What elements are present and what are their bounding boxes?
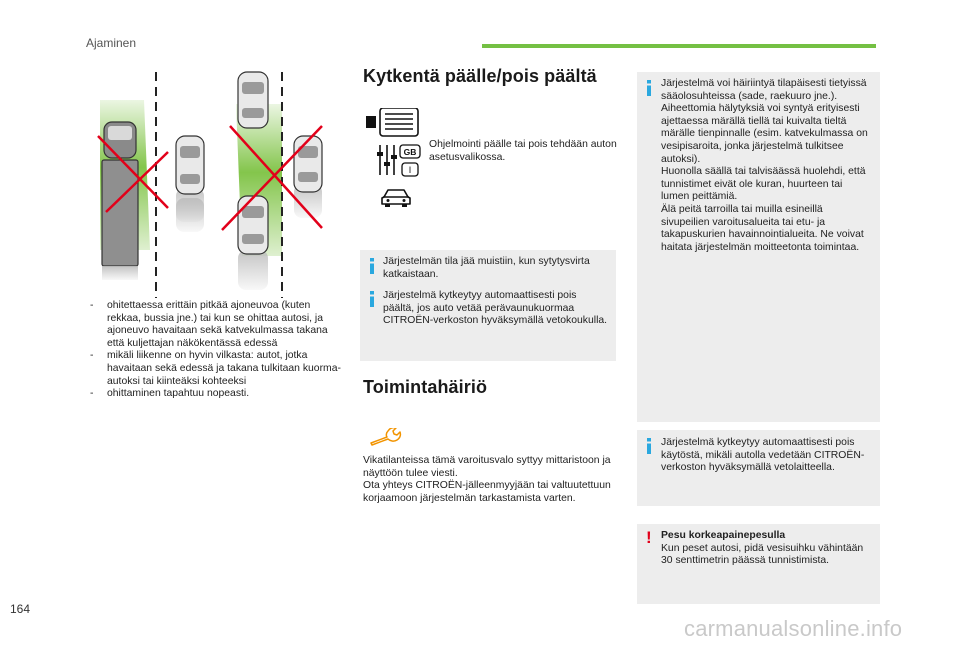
- info-icon: [368, 258, 377, 274]
- section-accent-bar: [482, 44, 876, 48]
- malfunction-line: Ota yhteys CITROËN-jälleenmyyjään tai valtuutettuun korjaamoon järjestelmän tarkastamista varten.: [363, 480, 611, 504]
- list-item: - ohittaminen tapahtuu nopeasti.: [88, 388, 344, 401]
- list-item: - ohitettaessa erittäin pitkää ajoneuvoa (kuten rekkaa, bussia jne.) tai kun se ohittaa autosi, ja ajoneuvo havaitaan sekä katvekulmassa takana että kuljettajan näkökentässä edessä: [88, 300, 344, 350]
- warning-icon: !: [646, 528, 652, 547]
- car-icon: [380, 187, 412, 209]
- weather-note-line: Järjestelmä voi häiriintyä tilapäisesti tietyissä sääolosuhteissa (sade, raekuuro jne.).: [661, 78, 867, 102]
- touchscreen-icon: [366, 108, 420, 138]
- wrench-icon: [370, 428, 406, 448]
- page-number: 164: [10, 602, 31, 616]
- malfunction-text: [363, 455, 613, 505]
- list-item: - mikäli liikenne on hyvin vilkasta: autot, jotka havaitaan sekä edessä ja takana tulkitaan kuorma-autoksi tai kiinteäksi kohteeksi: [88, 350, 344, 388]
- blind-spot-truck-illustration: [96, 70, 332, 300]
- info-icon: [645, 80, 654, 96]
- weather-note: [637, 72, 880, 422]
- svg-text:GB: GB: [403, 147, 417, 157]
- svg-text:I: I: [408, 165, 412, 175]
- warning-text: Kun peset autosi, pidä vesisuihku vähintään 30 senttimetrin päässä tunnistimista.: [661, 542, 864, 567]
- limitations-list: [88, 300, 344, 401]
- setting-instruction: Ohjelmointi päälle tai pois tehdään auton asetusvalikossa.: [429, 139, 617, 163]
- towbar-note-text: Järjestelmä kytkeytyy automaattisesti pois päältä, jos auto vetää perävaunukuormaa CITROËN-verkoston hyväksymällä vetokoukulla.: [383, 290, 608, 327]
- towbar-note: [360, 283, 616, 361]
- info-icon: [368, 291, 377, 307]
- weather-note-line: Huonolla säällä tai talvisäässä huolehdi, että tunnistimet eivät ole kuran, huurteen tai lumen peittämiä.: [661, 166, 866, 203]
- section-title: Ajaminen: [86, 36, 137, 50]
- activation-heading: Kytkentä päälle/pois päältä: [363, 66, 597, 86]
- towbar-deactivation-note: [637, 430, 880, 506]
- malfunction-heading: Toimintahäiriö: [363, 377, 488, 397]
- info-icon: [645, 438, 654, 454]
- weather-note-line: Aiheettomia hälytyksiä voi syntyä erityisesti ajettaessa märällä tiellä tai kuivalta tieltä märälle tienpinnalle (esim. katvekulmassa on vesipisaroita, jonka järjestelmä tulkitsee autoksi).: [661, 103, 868, 165]
- watermark: carmanualsonline.info: [684, 616, 903, 641]
- towbar-deactivation-text: Järjestelmä kytkeytyy automaattisesti pois käytöstä, mikäli autolla vedetään CITROËN-verkoston hyväksymällä vetolaitteella.: [661, 437, 865, 474]
- memory-note-text: Järjestelmän tila jää muistiin, kun sytytysvirta katkaistaan.: [383, 256, 590, 280]
- weather-note-line: Älä peitä tarroilla tai muilla esineillä sivupeilien varoitusalueita tai etu- ja takapuskurien havainnointialueita. Ne voivat haitata järjestelmän moitteetonta toimintaa.: [661, 203, 864, 253]
- settings-gb-icon: [376, 142, 422, 178]
- malfunction-line: Vikatilanteissa tämä varoitusvalo syttyy mittaristoon ja näyttöön tulee viesti.: [363, 455, 611, 479]
- pressure-wash-warning: [637, 524, 880, 604]
- warning-title: Pesu korkeapainepesulla: [661, 530, 786, 541]
